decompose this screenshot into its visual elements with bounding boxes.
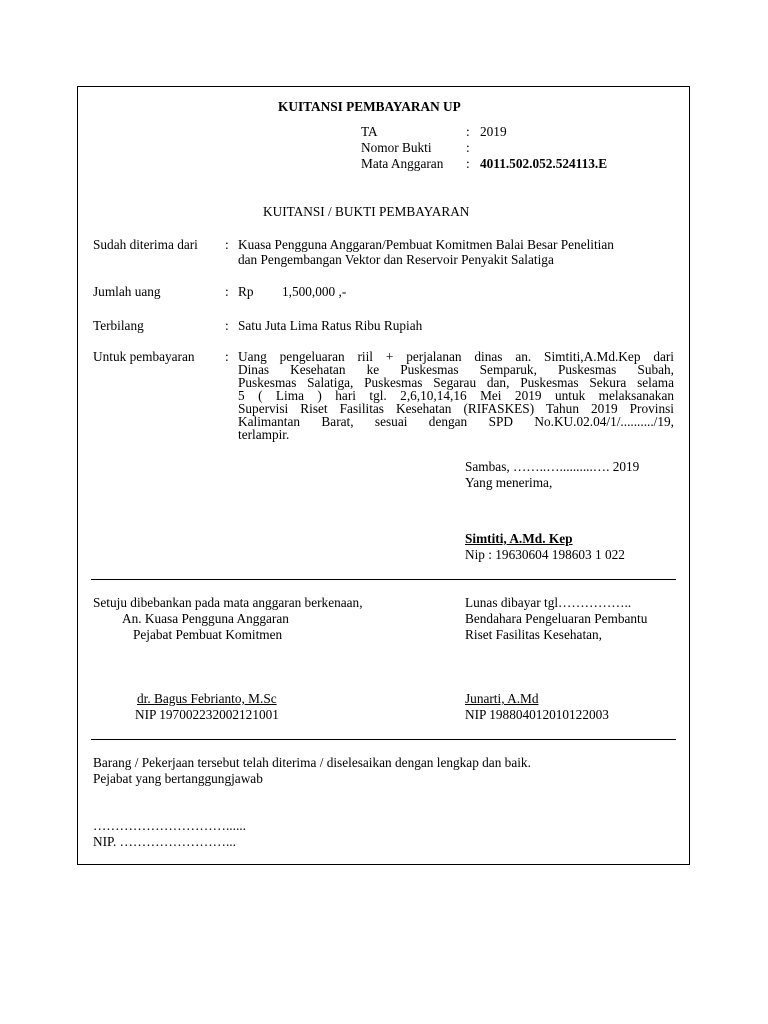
approval-left-line-3: Pejabat Pembuat Komitmen bbox=[133, 627, 283, 642]
received-from-line-2: dan Pengembangan Vektor dan Reservoir Penyakit Salatiga bbox=[238, 252, 554, 267]
received-from-sep: : bbox=[225, 237, 229, 252]
approval-left-line-1: Setuju dibebankan pada mata anggaran berkenaan, bbox=[93, 595, 363, 610]
approval-right-line-1: Lunas dibayar tgl…………….. bbox=[465, 595, 632, 610]
receipt-title: KUITANSI PEMBAYARAN UP bbox=[278, 99, 461, 114]
purpose-sep: : bbox=[225, 349, 229, 364]
meta-mata-anggaran-value: 4011.502.052.524113.E bbox=[480, 156, 608, 171]
footer-line-1: Barang / Pekerjaan tersebut telah diterima / diselesaikan dengan lengkap dan baik. bbox=[93, 755, 531, 770]
purpose-label: Untuk pembayaran bbox=[93, 349, 195, 364]
meta-ta-sep: : bbox=[466, 124, 470, 139]
footer-nip: NIP. ……………………... bbox=[93, 834, 236, 849]
approval-left-line-2: An. Kuasa Pengguna Anggaran bbox=[122, 611, 289, 626]
received-from-label: Sudah diterima dari bbox=[93, 237, 198, 252]
meta-nomor-bukti-sep: : bbox=[466, 140, 470, 155]
purpose-line-4: 5 ( Lima ) hari tgl. 2,6,10,14,16 Mei 2019 untuk melaksanakan bbox=[238, 388, 674, 403]
meta-ta-value: 2019 bbox=[480, 124, 507, 139]
spelled-sep: : bbox=[225, 318, 229, 333]
spelled-label: Terbilang bbox=[93, 318, 144, 333]
amount-label: Jumlah uang bbox=[93, 284, 161, 299]
approval-right-line-2: Bendahara Pengeluaran Pembantu bbox=[465, 611, 648, 626]
purpose-line-2: Dinas Kesehatan ke Puskesmas Semparuk, Puskesmas Subah, bbox=[238, 362, 674, 377]
meta-mata-anggaran-sep: : bbox=[466, 156, 470, 171]
amount-sep: : bbox=[225, 284, 229, 299]
purpose-line-1: Uang pengeluaran riil + perjalanan dinas an. Simtiti,A.Md.Kep dari bbox=[238, 349, 674, 364]
approval-left-nip: NIP 197002232002121001 bbox=[135, 707, 279, 722]
approval-right-line-3: Riset Fasilitas Kesehatan, bbox=[465, 627, 603, 642]
approval-left-name: dr. Bagus Febrianto, M.Sc bbox=[137, 691, 277, 706]
meta-nomor-bukti-label: Nomor Bukti bbox=[361, 140, 432, 155]
approval-right-nip: NIP 198804012010122003 bbox=[465, 707, 609, 722]
purpose-line-6: Kalimantan Barat, sesuai dengan SPD No.KU.02.04/1/........../19, bbox=[238, 414, 674, 429]
divider-2 bbox=[91, 739, 676, 740]
footer-line-2: Pejabat yang bertanggungjawab bbox=[93, 771, 263, 786]
meta-mata-anggaran-label: Mata Anggaran bbox=[361, 156, 444, 171]
amount-currency: Rp bbox=[238, 284, 254, 299]
meta-ta-label: TA bbox=[361, 124, 378, 139]
receiver-place-date: Sambas, ……..…..........…. 2019 bbox=[465, 459, 640, 474]
footer-sign-line: …………………………...... bbox=[93, 818, 246, 833]
receiver-nip: Nip : 19630604 198603 1 022 bbox=[465, 547, 625, 562]
receiver-name: Simtiti, A.Md. Kep bbox=[465, 531, 573, 546]
receipt-subtitle: KUITANSI / BUKTI PEMBAYARAN bbox=[263, 204, 470, 219]
purpose-line-7: terlampir. bbox=[238, 427, 290, 442]
purpose-line-5: Supervisi Riset Fasilitas Kesehatan (RIFASKES) Tahun 2019 Provinsi bbox=[238, 401, 674, 416]
receiver-role: Yang menerima, bbox=[465, 475, 553, 490]
receipt-frame bbox=[77, 86, 690, 865]
approval-right-name: Junarti, A.Md bbox=[465, 691, 539, 706]
purpose-line-3: Puskesmas Salatiga, Puskesmas Segarau dan, Puskesmas Sekura selama bbox=[238, 375, 674, 390]
amount-value: 1,500,000 ,- bbox=[282, 284, 347, 299]
spelled-value: Satu Juta Lima Ratus Ribu Rupiah bbox=[238, 318, 423, 333]
received-from-line-1: Kuasa Pengguna Anggaran/Pembuat Komitmen Balai Besar Penelitian bbox=[238, 237, 614, 252]
divider-1 bbox=[91, 579, 676, 580]
